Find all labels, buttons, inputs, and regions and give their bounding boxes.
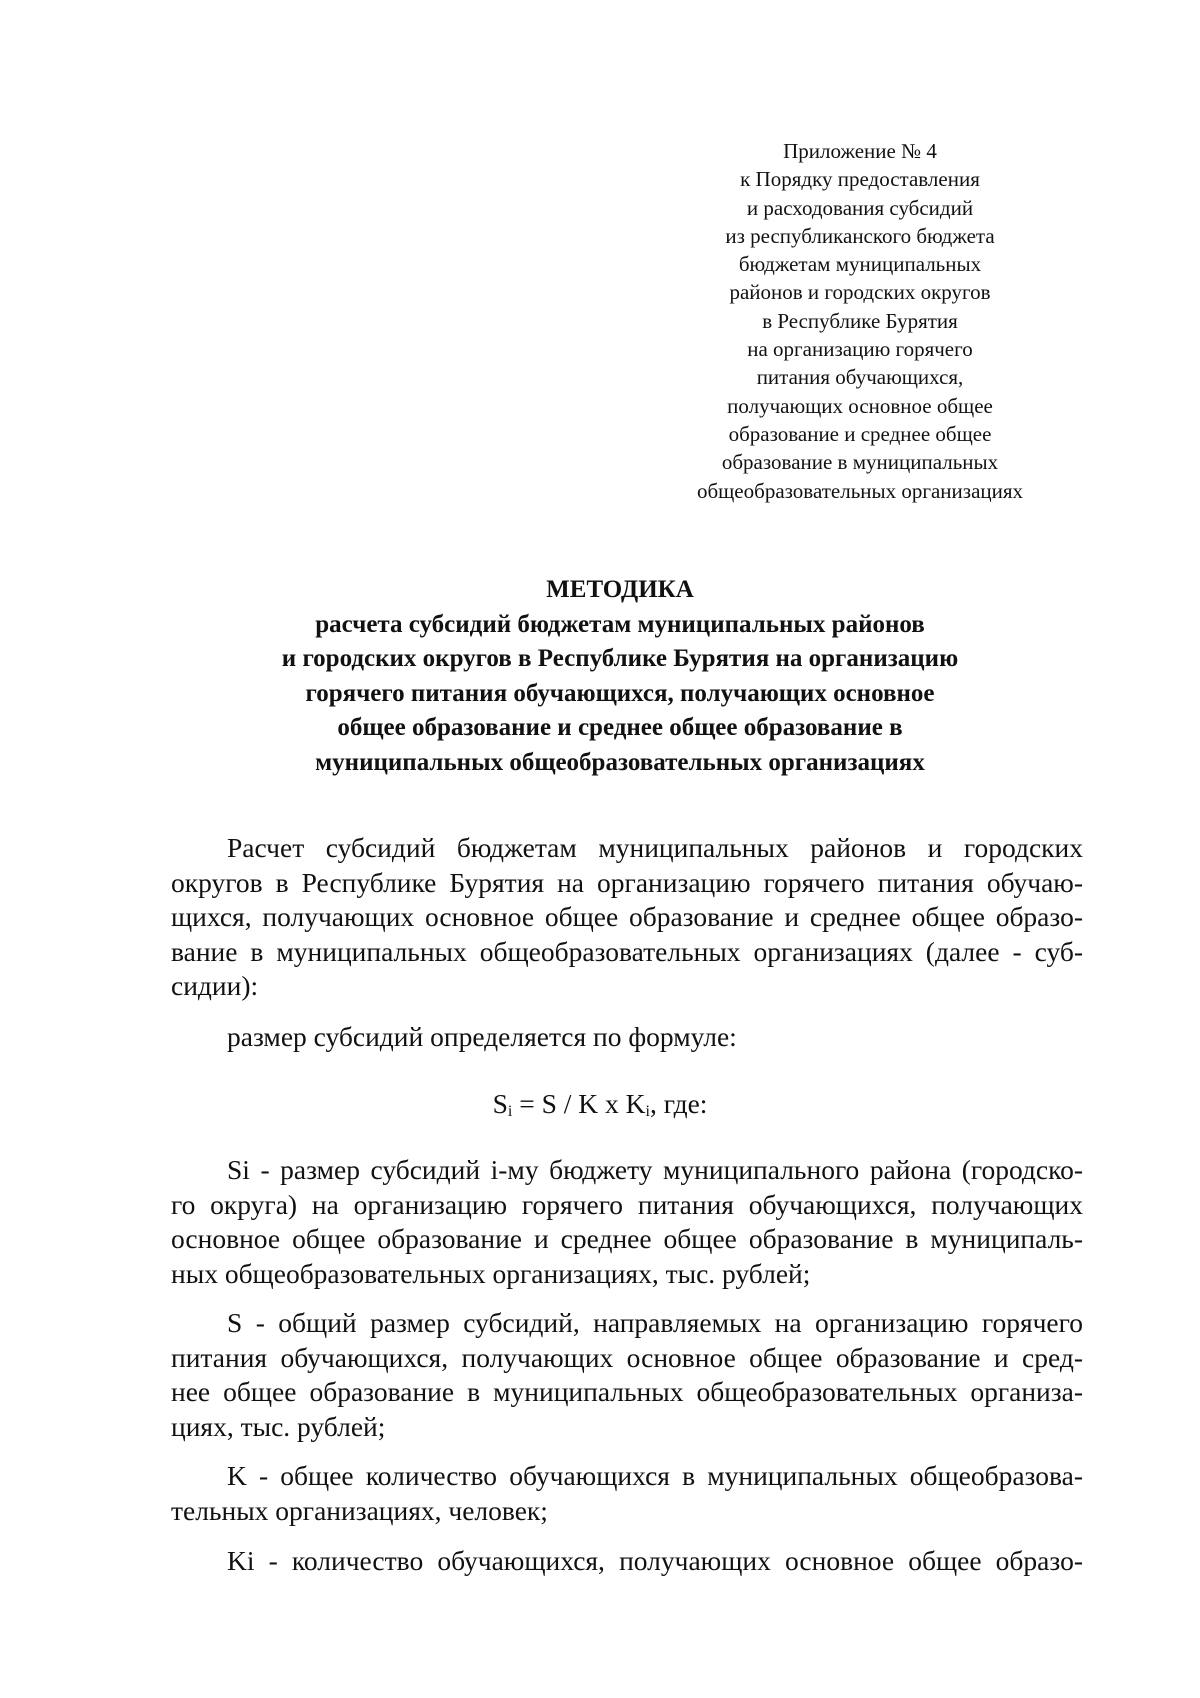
- appendix-line: образование и среднее общее: [728, 421, 992, 446]
- formula-tail: , где:: [649, 1088, 708, 1119]
- text-line: вание в муниципальных общеобразовательных организациях (далее - суб-: [171, 935, 1083, 967]
- text-line: основное общее образование и среднее общее образование в муниципаль-: [171, 1223, 1083, 1254]
- title-line: общее образование и среднее общее образование в: [337, 714, 903, 741]
- text-line: округов в Республике Бурятия на организацию горячего питания обучаю-: [171, 866, 1083, 898]
- text-line: циях, тыс. рублей;: [171, 1410, 386, 1442]
- appendix-line: к Порядку предоставления: [740, 167, 980, 192]
- text-line: S - общий размер субсидий, направляемых на организацию горячего: [227, 1307, 1083, 1338]
- appendix-line: из республиканского бюджета: [725, 223, 995, 248]
- intro-paragraph: [171, 831, 1083, 1004]
- title-heading: МЕТОДИКА: [546, 576, 694, 603]
- text-line: Si - размер субсидий i-му бюджету муниципального района (городско-: [227, 1154, 1083, 1185]
- ki-definition-paragraph: [171, 1544, 1083, 1579]
- formula-subscript: i: [645, 1103, 650, 1120]
- appendix-line: образование в муниципальных: [721, 450, 999, 475]
- k-definition-paragraph: [171, 1459, 1083, 1528]
- title-line: муниципальных общеобразовательных организациях: [315, 748, 925, 776]
- appendix-header: [660, 137, 1060, 505]
- formula-subscript: i: [507, 1103, 513, 1120]
- formula-intro-paragraph: [171, 1020, 1083, 1055]
- text-line: сидии):: [171, 970, 259, 1001]
- s-definition-paragraph: [171, 1306, 1083, 1444]
- title-line: горячего питания обучающихся, получающих основное: [305, 679, 935, 707]
- appendix-line: и расходования субсидий: [746, 195, 974, 220]
- text-line: щихся, получающих основное общее образование и среднее общее образо-: [171, 901, 1083, 932]
- document-title: [170, 573, 1070, 780]
- appendix-line: районов и городских округов: [729, 280, 991, 305]
- text-line: го округа) на организацию горячего питания обучающихся, получающих: [171, 1188, 1083, 1220]
- appendix-line: бюджетам муниципальных: [738, 252, 982, 277]
- text-line: нее общее образование в муниципальных общеобразовательных организа-: [171, 1376, 1083, 1407]
- text-line: ных общеобразовательных организациях, тыс. рублей;: [171, 1257, 811, 1289]
- formula-s: S: [492, 1088, 508, 1119]
- appendix-line: в Республике Бурятия: [762, 308, 958, 333]
- text-line: Ki - количество обучающихся, получающих основное общее образо-: [227, 1545, 1083, 1576]
- text-line: Расчет субсидий бюджетам муниципальных районов и городских: [227, 832, 1083, 863]
- formula-middle: = S / K x K: [512, 1088, 646, 1119]
- text-line: K - общее количество обучающихся в муниципальных общеобразова-: [227, 1460, 1083, 1491]
- appendix-line: Приложение № 4: [783, 139, 937, 163]
- appendix-line: получающих основное общее: [727, 393, 993, 418]
- title-line: расчета субсидий бюджетам муниципальных районов: [315, 610, 925, 638]
- appendix-line: на организацию горячего: [747, 337, 973, 362]
- text-line: тельных организациях, человек;: [171, 1494, 548, 1526]
- appendix-line: общеобразовательных организациях: [696, 478, 1024, 503]
- si-definition-paragraph: [171, 1153, 1083, 1291]
- title-line: и городских округов в Республике Бурятия на организацию: [281, 645, 959, 672]
- formula: [0, 1087, 1200, 1122]
- text-line: размер субсидий определяется по формуле:: [227, 1021, 737, 1052]
- appendix-line: питания обучающихся,: [756, 365, 964, 390]
- text-line: питания обучающихся, получающих основное общее образование и сред-: [171, 1341, 1083, 1373]
